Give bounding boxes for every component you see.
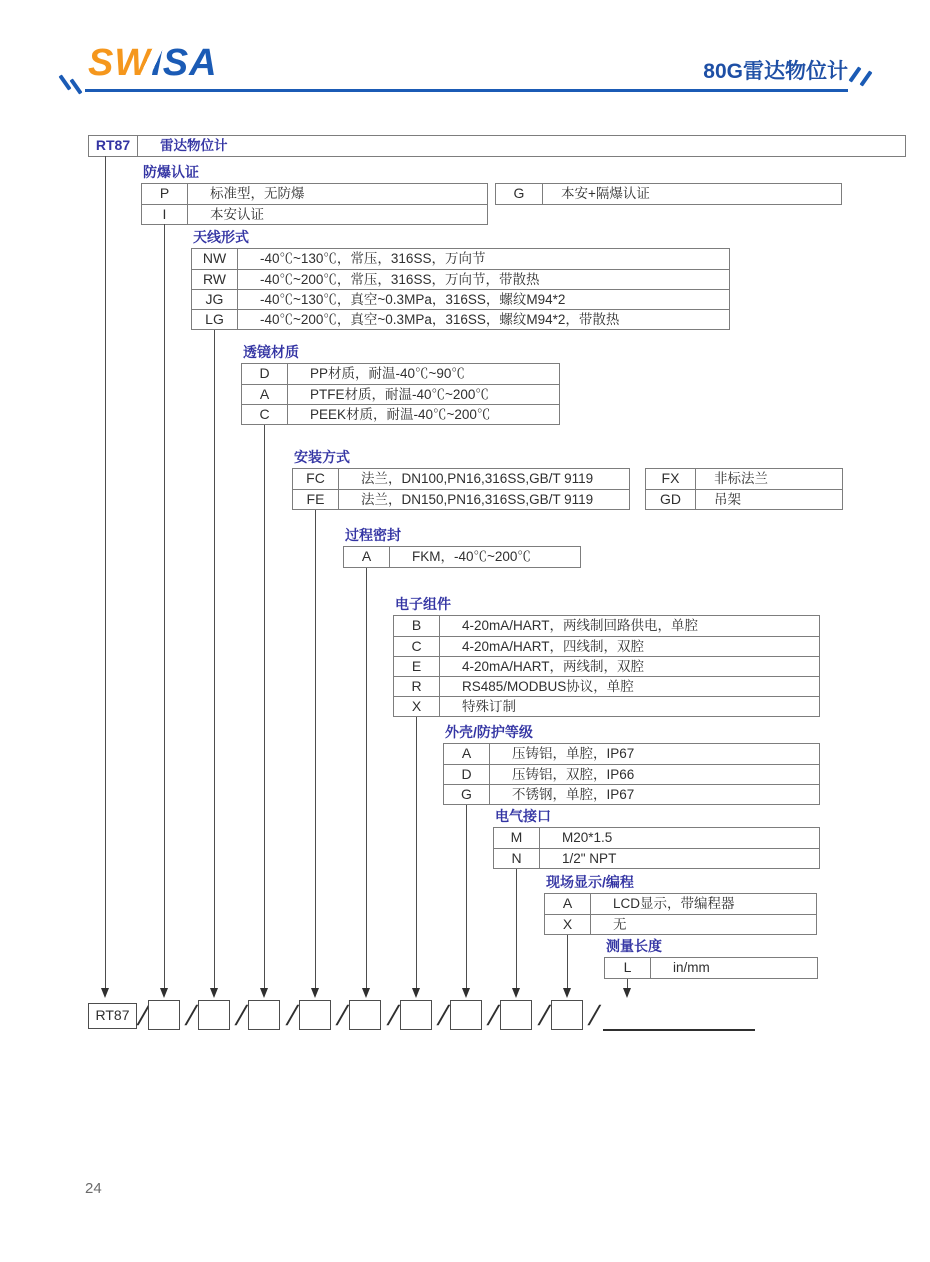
mounting-side-table (645, 468, 843, 510)
electrical-connection-table (493, 827, 820, 869)
table-row (142, 204, 487, 224)
desc-cell: 标准型，无防爆 (210, 186, 305, 201)
desc-cell: 压铸铝，双腔，IP66 (512, 767, 635, 782)
order-separator: / (588, 1000, 600, 1031)
order-fill-line (603, 1029, 755, 1031)
arrow-down-icon (260, 988, 268, 998)
desc-cell: 吊架 (714, 492, 741, 507)
order-prefix-box: RT87 (88, 1003, 137, 1029)
desc-cell: 不锈钢，单腔，IP67 (512, 787, 635, 802)
header-slash-decoration (859, 70, 872, 86)
measuring-length-table (604, 957, 818, 979)
table-row (545, 914, 816, 934)
header-slash-decoration (58, 74, 71, 90)
connector-line (105, 156, 106, 988)
code-cell: I (142, 205, 188, 224)
desc-cell: 4-20mA/HART，两线制，双腔 (462, 659, 645, 674)
desc-cell: 无 (613, 917, 627, 932)
desc-cell: 4-20mA/HART，四线制，双腔 (462, 639, 645, 654)
connector-line (164, 224, 165, 988)
table-row (142, 184, 487, 204)
code-cell: GD (646, 490, 696, 509)
code-cell: C (242, 405, 288, 424)
desc-cell: 法兰，DN150,PN16,316SS,GB/T 9119 (361, 492, 594, 507)
desc-cell: 法兰，DN100,PN16,316SS,GB/T 9119 (361, 471, 594, 486)
table-row (192, 289, 729, 309)
connector-line (627, 979, 628, 988)
code-cell: X (394, 697, 440, 716)
section-label-display-programming: 现场显示/编程 (546, 874, 634, 890)
table-row (605, 958, 817, 978)
page-title: 80G雷达物位计 (703, 60, 848, 83)
code-cell: FX (646, 469, 696, 489)
code-cell: L (605, 958, 651, 978)
section-label-measuring-length: 测量长度 (606, 938, 662, 954)
connector-line (466, 805, 467, 988)
arrow-down-icon (362, 988, 370, 998)
desc-cell: in/mm (673, 960, 710, 975)
model-code-cell: RT87 (89, 136, 138, 156)
page-number: 24 (85, 1180, 102, 1197)
code-cell: C (394, 637, 440, 656)
header-slash-decoration (69, 78, 82, 94)
desc-cell: PEEK材质，耐温-40℃~200℃ (310, 407, 491, 422)
order-separator: / (137, 1000, 149, 1031)
desc-cell: 4-20mA/HART，两线制回路供电，单腔 (462, 618, 699, 633)
desc-cell: -40℃~200℃，真空~0.3MPa，316SS，螺纹M94*2，带散热 (260, 312, 620, 327)
section-label-electrical-connection: 电气接口 (495, 808, 551, 824)
desc-cell: M20*1.5 (562, 830, 613, 845)
table-row (444, 784, 819, 804)
order-code-box (500, 1000, 532, 1030)
model-name-cell: 雷达物位计 (160, 138, 228, 153)
desc-cell: FKM，-40℃~200℃ (412, 549, 531, 564)
arrow-down-icon (623, 988, 631, 998)
order-code-box (551, 1000, 583, 1030)
display-programming-table (544, 893, 817, 935)
code-cell: M (494, 828, 540, 848)
lens-material-table (241, 363, 560, 425)
desc-cell: 本安+隔爆认证 (561, 186, 650, 201)
section-label-antenna-type: 天线形式 (193, 229, 249, 245)
table-row (293, 469, 629, 489)
housing-rating-table (443, 743, 820, 805)
code-cell: D (242, 364, 288, 384)
table-row (192, 309, 729, 329)
table-row (242, 404, 559, 424)
code-cell: FC (293, 469, 339, 489)
connector-line (366, 568, 367, 988)
section-label-process-seal: 过程密封 (345, 527, 401, 543)
order-code-box (299, 1000, 331, 1030)
table-row (545, 894, 816, 914)
section-label-electronics: 电子组件 (395, 596, 451, 612)
desc-cell: 1/2" NPT (562, 851, 617, 866)
arrow-down-icon (210, 988, 218, 998)
table-row (394, 696, 819, 716)
order-code-box (450, 1000, 482, 1030)
order-separator: / (286, 1000, 298, 1031)
table-row (192, 249, 729, 269)
order-separator: / (387, 1000, 399, 1031)
desc-cell: -40℃~130℃，常压，316SS，万向节 (260, 251, 486, 266)
order-code-box (349, 1000, 381, 1030)
order-separator: / (487, 1000, 499, 1031)
desc-cell: 特殊订制 (462, 699, 516, 714)
table-row (444, 764, 819, 784)
table-row (646, 489, 842, 509)
code-cell: A (545, 894, 591, 914)
connector-line (567, 935, 568, 988)
table-row (394, 636, 819, 656)
order-separator: / (185, 1000, 197, 1031)
order-code-box (248, 1000, 280, 1030)
swisa-logo: SWISA (88, 42, 218, 84)
section-label-explosion-proof: 防爆认证 (143, 164, 199, 180)
table-row (394, 656, 819, 676)
table-row (494, 848, 819, 868)
arrow-down-icon (412, 988, 420, 998)
arrow-down-icon (512, 988, 520, 998)
connector-line (416, 717, 417, 988)
mounting-table (292, 468, 630, 510)
desc-cell: -40℃~200℃，常压，316SS，万向节，带散热 (260, 272, 540, 287)
antenna-type-table (191, 248, 730, 330)
code-cell: B (394, 616, 440, 636)
code-cell: A (242, 385, 288, 404)
connector-line (214, 330, 215, 988)
table-row (444, 744, 819, 764)
desc-cell: RS485/MODBUS协议，单腔 (462, 679, 634, 694)
code-cell: A (344, 547, 390, 567)
table-row (496, 184, 841, 204)
table-row (646, 469, 842, 489)
table-row (344, 547, 580, 567)
table-row (293, 489, 629, 509)
code-cell: R (394, 677, 440, 696)
desc-cell: LCD显示，带编程器 (613, 896, 735, 911)
code-cell: E (394, 657, 440, 676)
desc-cell: -40℃~130℃，真空~0.3MPa，316SS，螺纹M94*2 (260, 292, 566, 307)
table-row (242, 364, 559, 384)
explosion-proof-side-table (495, 183, 842, 205)
connector-line (516, 869, 517, 988)
order-separator: / (336, 1000, 348, 1031)
code-cell: A (444, 744, 490, 764)
header-rule (85, 89, 848, 92)
code-cell: X (545, 915, 591, 934)
table-row (89, 136, 905, 156)
code-cell: G (496, 184, 543, 204)
order-separator: / (437, 1000, 449, 1031)
electronics-table (393, 615, 820, 717)
table-row (192, 269, 729, 289)
table-row (494, 828, 819, 848)
order-code-box (148, 1000, 180, 1030)
arrow-down-icon (462, 988, 470, 998)
explosion-proof-table (141, 183, 488, 225)
section-label-lens-material: 透镜材质 (243, 344, 299, 360)
code-cell: FE (293, 490, 339, 509)
header-slash-decoration (848, 66, 861, 82)
table-row (394, 676, 819, 696)
desc-cell: PTFE材质，耐温-40℃~200℃ (310, 387, 489, 402)
code-cell: P (142, 184, 188, 204)
desc-cell: 本安认证 (210, 207, 264, 222)
order-separator: / (235, 1000, 247, 1031)
section-label-housing-rating: 外壳/防护等级 (445, 724, 533, 740)
code-cell: NW (192, 249, 238, 269)
model-table (88, 135, 906, 157)
arrow-down-icon (563, 988, 571, 998)
arrow-down-icon (311, 988, 319, 998)
connector-line (264, 425, 265, 988)
table-row (242, 384, 559, 404)
code-cell: G (444, 785, 490, 804)
desc-cell: PP材质，耐温-40℃~90℃ (310, 366, 465, 381)
table-row (394, 616, 819, 636)
process-seal-table (343, 546, 581, 568)
code-cell: RW (192, 270, 238, 289)
section-label-mounting: 安装方式 (294, 449, 350, 465)
desc-cell: 压铸铝，单腔，IP67 (512, 746, 635, 761)
arrow-down-icon (101, 988, 109, 998)
code-cell: D (444, 765, 490, 784)
code-cell: JG (192, 290, 238, 309)
order-code-box (400, 1000, 432, 1030)
arrow-down-icon (160, 988, 168, 998)
order-code-box (198, 1000, 230, 1030)
code-cell: N (494, 849, 540, 868)
desc-cell: 非标法兰 (714, 471, 768, 486)
code-cell: LG (192, 310, 238, 329)
order-separator: / (538, 1000, 550, 1031)
connector-line (315, 510, 316, 988)
